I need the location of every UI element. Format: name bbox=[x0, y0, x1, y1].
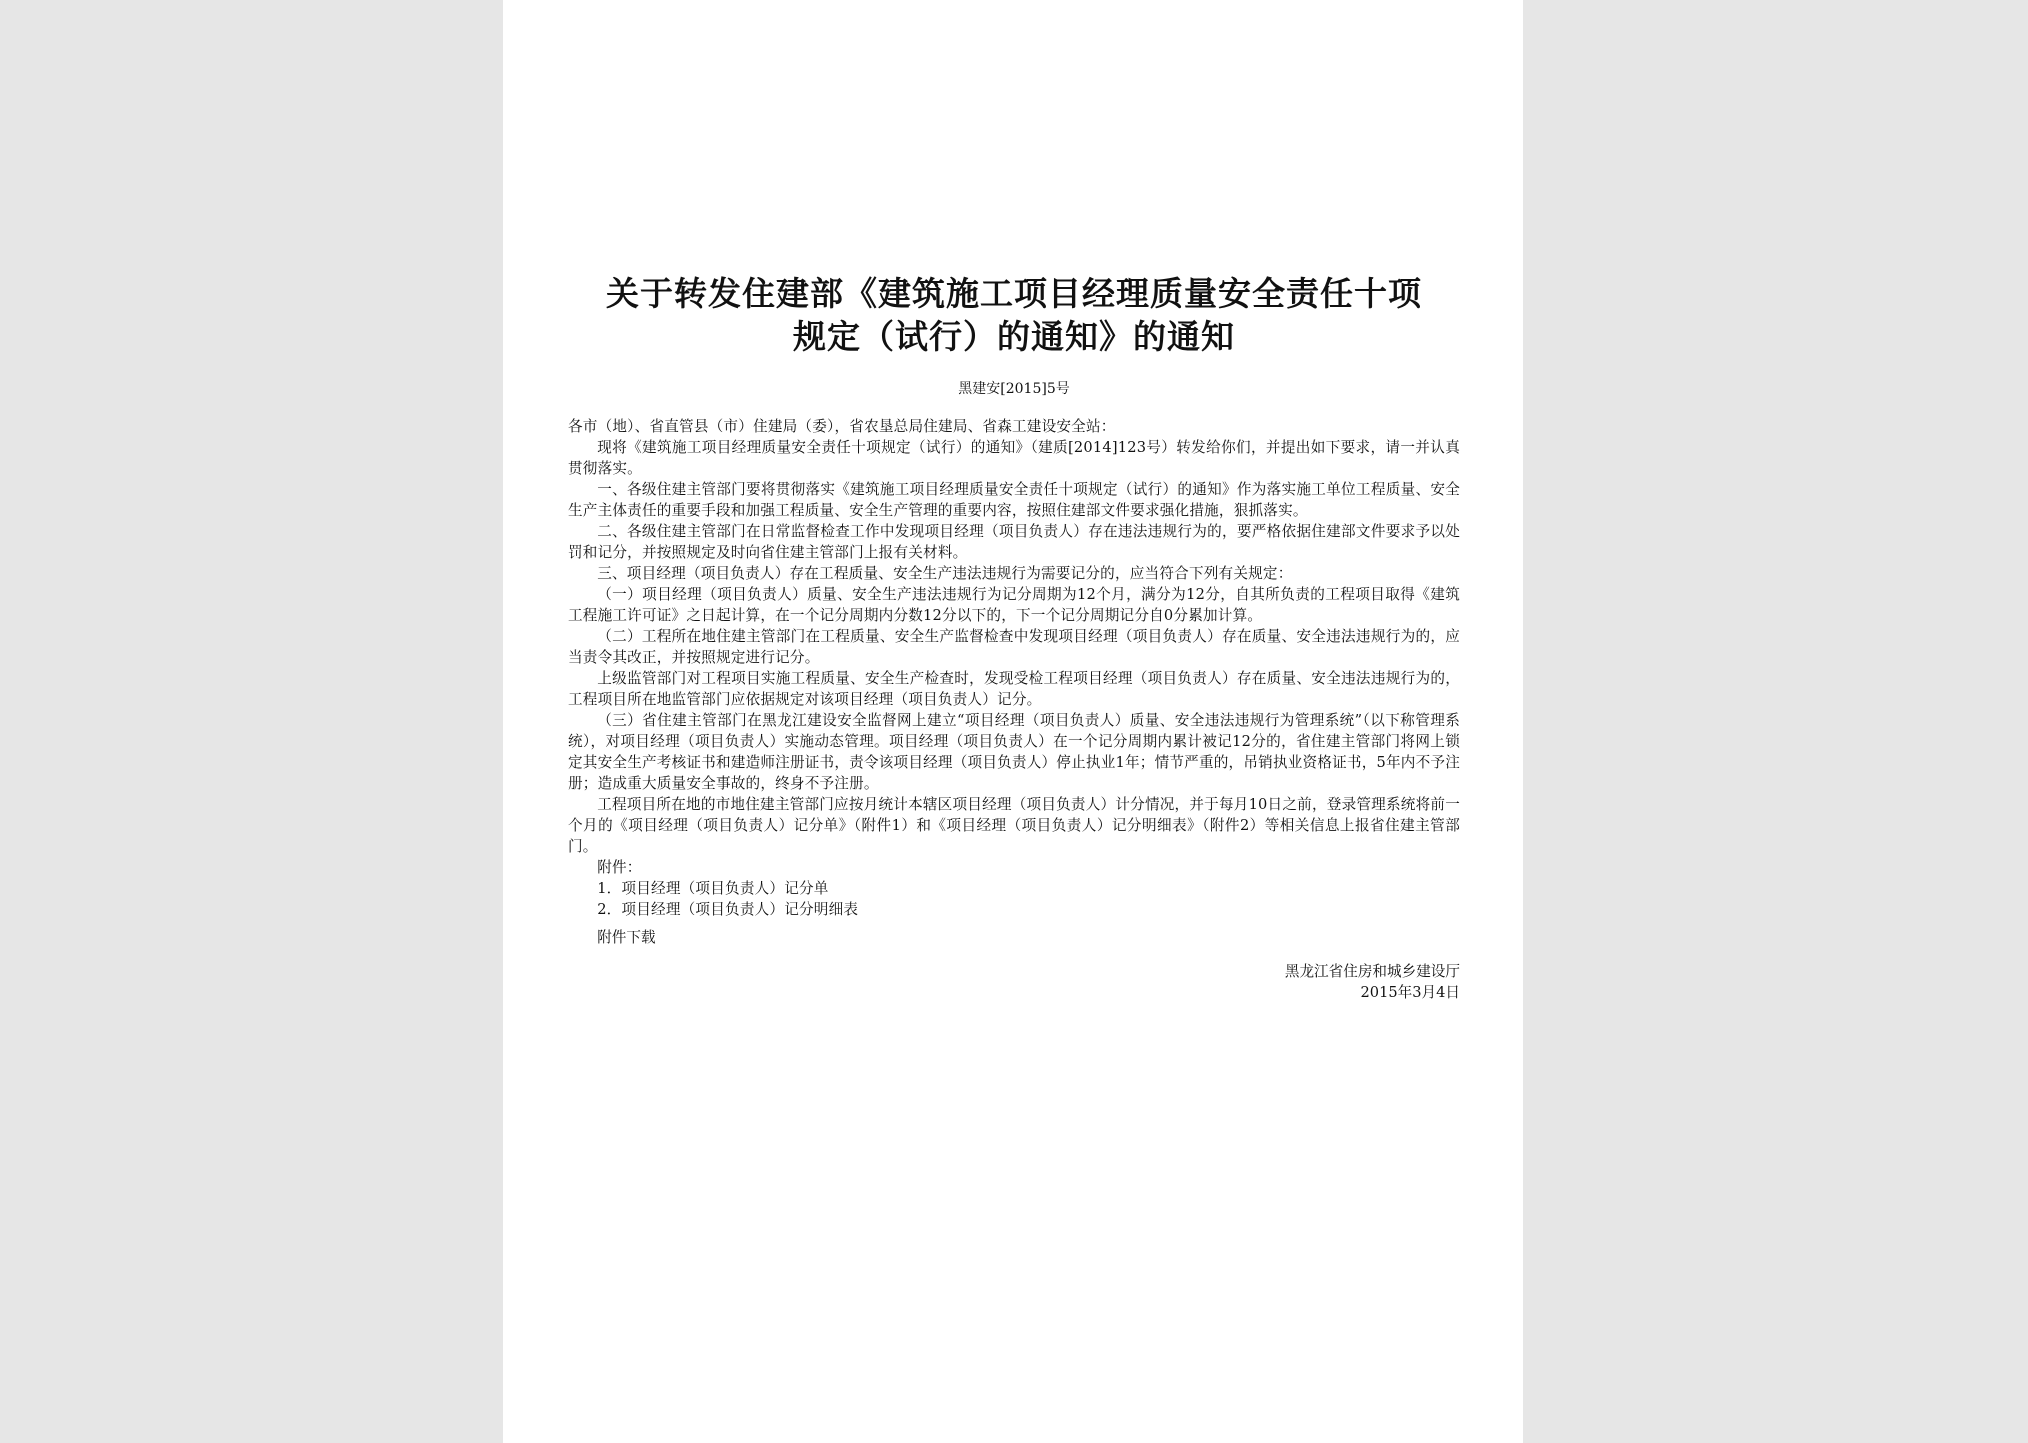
rule-2-paragraph: （二）工程所在地住建主管部门在工程质量、安全生产监督检查中发现项目经理（项目负责人）存在质量、安全违法违规行为的，应当责令其改正，并按照规定进行记分。 bbox=[568, 628, 1460, 666]
attachment-download-link[interactable]: 附件下载 bbox=[597, 929, 656, 946]
document-title bbox=[568, 272, 1460, 358]
requirement-1-paragraph: 一、各级住建主管部门要将贯彻落实《建筑施工项目经理质量安全责任十项规定（试行）的通知》作为落实施工单位工程质量、安全生产主体责任的重要手段和加强工程质量、安全生产管理的重要内容，按照住建部文件要求强化措施，狠抓落实。 bbox=[568, 481, 1460, 519]
rule-3-paragraph: （三）省住建主管部门在黑龙江建设安全监督网上建立“项目经理（项目负责人）质量、安全违法违规行为管理系统”（以下称管理系统），对项目经理（项目负责人）实施动态管理。项目经理（项目负责人）在一个记分周期内累计被记12分的，省住建主管部门将网上锁定其安全生产考核证书和建造师注册证书，责令该项目经理（项目负责人）停止执业1年；情节严重的，吊销执业资格证书，5年内不予注册；造成重大质量安全事故的，终身不予注册。 bbox=[568, 712, 1460, 792]
issuer-name: 黑龙江省住房和城乡建设厅 bbox=[1284, 963, 1460, 980]
document-number: 黑建安[2015]5号 bbox=[958, 381, 1070, 397]
intro-paragraph: 现将《建筑施工项目经理质量安全责任十项规定（试行）的通知》（建质[2014]123号）转发给你们，并提出如下要求，请一并认真贯彻落实。 bbox=[568, 439, 1460, 477]
document-body bbox=[568, 416, 1460, 920]
issue-date: 2015年3月4日 bbox=[1360, 984, 1460, 1001]
rule-1-paragraph: （一）项目经理（项目负责人）质量、安全生产违法违规行为记分周期为12个月，满分为12分，自其所负责的工程项目取得《建筑工程施工许可证》之日起计算，在一个记分周期内分数12分以下的，下一个记分周期记分自0分累加计算。 bbox=[568, 586, 1460, 624]
reporting-paragraph: 工程项目所在地的市地住建主管部门应按月统计本辖区项目经理（项目负责人）计分情况，并于每月10日之前，登录管理系统将前一个月的《项目经理（项目负责人）记分单》（附件1）和《项目经理（项目负责人）记分明细表》（附件2）等相关信息上报省住建主管部门。 bbox=[568, 796, 1460, 855]
requirement-2-paragraph: 二、各级住建主管部门在日常监督检查工作中发现项目经理（项目负责人）存在违法违规行为的，要严格依据住建部文件要求予以处罚和记分，并按照规定及时向省住建主管部门上报有关材料。 bbox=[568, 523, 1460, 561]
salutation-paragraph: 各市（地）、省直管县（市）住建局（委），省农垦总局住建局、省森工建设安全站： bbox=[568, 418, 1116, 435]
attachment-item-2[interactable]: 2．项目经理（项目负责人）记分明细表 bbox=[597, 901, 859, 918]
title-line-1: 关于转发住建部《建筑施工项目经理质量安全责任十项 bbox=[606, 274, 1422, 313]
rule-2-supplement-paragraph: 上级监管部门对工程项目实施工程质量、安全生产检查时，发现受检工程项目经理（项目负责人）存在质量、安全违法违规行为的，工程项目所在地监管部门应依据规定对该项目经理（项目负责人）记分。 bbox=[568, 670, 1460, 708]
attachment-item-1[interactable]: 1．项目经理（项目负责人）记分单 bbox=[597, 880, 829, 897]
document-content bbox=[568, 272, 1460, 1003]
requirement-3-paragraph: 三、项目经理（项目负责人）存在工程质量、安全生产违法违规行为需要记分的，应当符合下列有关规定： bbox=[597, 565, 1293, 582]
attachments-heading: 附件： bbox=[597, 859, 642, 876]
signature-block bbox=[568, 961, 1460, 1003]
document-page bbox=[503, 0, 1523, 1443]
title-line-2: 规定（试行）的通知》的通知 bbox=[793, 317, 1235, 356]
